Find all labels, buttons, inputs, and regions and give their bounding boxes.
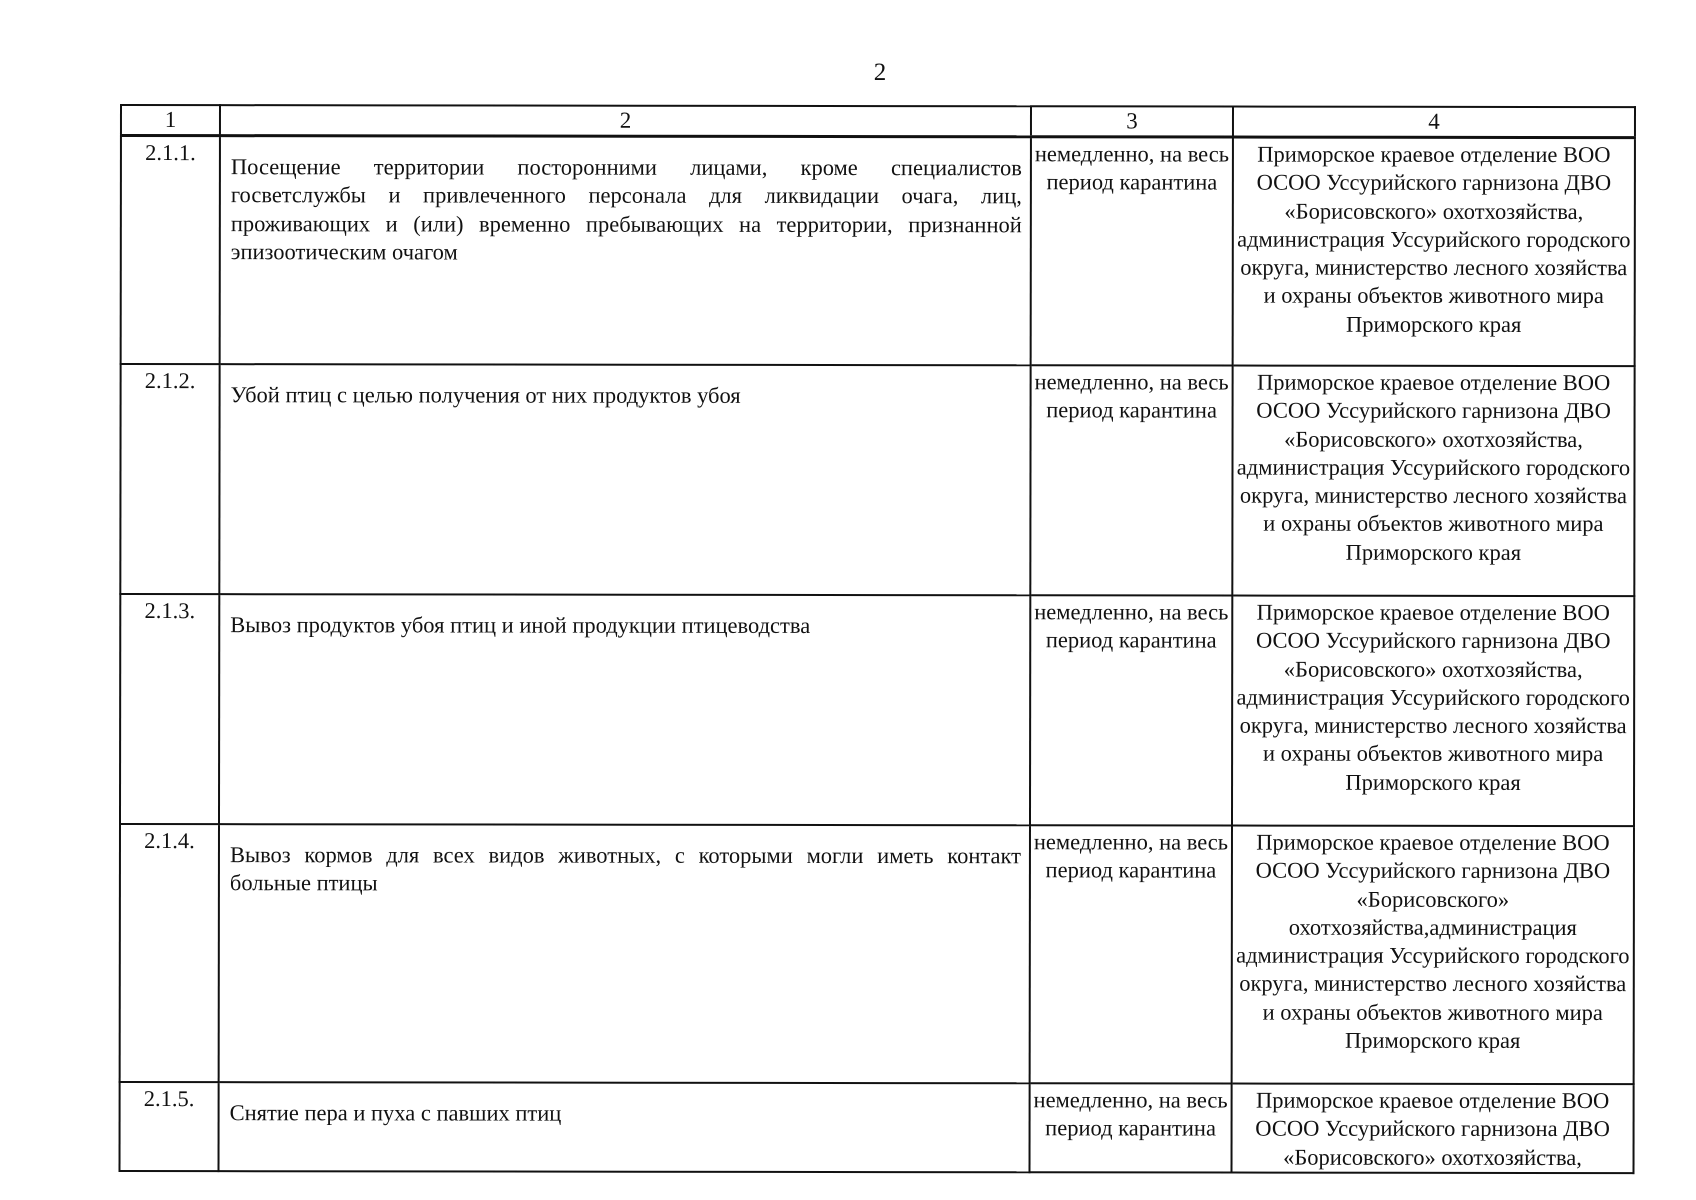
- measures-table: [119, 104, 1636, 1174]
- responsible-text: Приморское краевое отделение ВОО ОСОО Уссурийского гарнизона ДВО «Борисовского» охотхозяйства, администрация Уссурийского городского округа, министерство лесного хозяйства и охраны объектов животного мира Приморского края: [1236, 369, 1631, 565]
- item-number: 2.1.2.: [120, 364, 219, 594]
- item-responsible: [1232, 596, 1634, 827]
- item-responsible: [1232, 826, 1634, 1085]
- term-text: немедленно, на весь период карантина: [1033, 1087, 1228, 1141]
- term-text: немедленно, на весь период карантина: [1034, 599, 1229, 653]
- item-description: [219, 824, 1030, 1083]
- item-description: [220, 136, 1031, 366]
- item-number: 2.1.1.: [121, 136, 220, 365]
- table-row: [120, 1082, 1634, 1173]
- description-text: Вывоз продуктов убоя птиц и иной продукции птицеводства: [230, 612, 811, 638]
- responsible-text: Приморское краевое отделение ВОО ОСОО Уссурийского гарнизона ДВО «Борисовского» охотхозяйства, администрация Уссурийского городского округа, министерство лесного хозяйства и охраны объектов животного мира Приморского края: [1237, 141, 1631, 337]
- description-text: Снятие пера и пуха с павших птиц: [229, 1100, 562, 1126]
- column-header: 2: [220, 105, 1031, 137]
- item-description: [219, 594, 1030, 825]
- item-term: [1030, 365, 1232, 595]
- table-row: [120, 594, 1634, 826]
- column-header: 3: [1031, 106, 1233, 137]
- item-term: [1030, 1083, 1232, 1172]
- item-responsible: [1232, 1084, 1634, 1173]
- term-text: немедленно, на весь период карантина: [1034, 369, 1229, 423]
- term-text: немедленно, на весь период карантина: [1033, 829, 1229, 883]
- description-text: Убой птиц с целью получения от них продуктов убоя: [230, 382, 741, 408]
- description-text: Вывоз кормов для всех видов животных, с которыми могли иметь контакт больные птицы: [229, 842, 1021, 896]
- table-row: [121, 136, 1635, 367]
- description-text: Посещение территории посторонними лицами, кроме специалистов госветслужбы и привлеченного персонала для ликвидации очага, лиц, проживающих и (или) временно пребывающих на территории, признанной эпизоотическим очагом: [230, 154, 1022, 265]
- item-number: 2.1.5.: [120, 1082, 219, 1171]
- table-row: [120, 364, 1634, 596]
- item-description: [219, 364, 1030, 595]
- page-number: 2: [873, 59, 887, 86]
- responsible-text: Приморское краевое отделение ВОО ОСОО Уссурийского гарнизона ДВО «Борисовского» охотхозяйства,: [1255, 1087, 1610, 1170]
- item-number: 2.1.3.: [120, 594, 219, 824]
- column-header: 1: [121, 105, 220, 136]
- item-term: [1031, 137, 1233, 366]
- table-header: [121, 105, 1635, 138]
- item-description: [219, 1082, 1030, 1172]
- column-header: 4: [1233, 107, 1635, 138]
- table-row: [120, 824, 1634, 1084]
- term-text: немедленно, на весь период карантина: [1034, 141, 1230, 195]
- item-term: [1030, 825, 1232, 1083]
- responsible-text: Приморское краевое отделение ВОО ОСОО Уссурийского гарнизона ДВО «Борисовского» охотхозяйства,администрация администрация Уссурийского городского округа, министерство лесного хозяйства и охраны объектов животного мира Приморского края: [1236, 829, 1630, 1054]
- item-number: 2.1.4.: [120, 824, 219, 1082]
- item-term: [1030, 595, 1232, 825]
- header-row: [121, 105, 1635, 138]
- responsible-text: Приморское краевое отделение ВОО ОСОО Уссурийского гарнизона ДВО «Борисовского» охотхозяйства, администрация Уссурийского городского округа, министерство лесного хозяйства и охраны объектов животного мира Приморского края: [1236, 599, 1630, 795]
- item-responsible: [1233, 137, 1635, 366]
- item-responsible: [1232, 366, 1634, 597]
